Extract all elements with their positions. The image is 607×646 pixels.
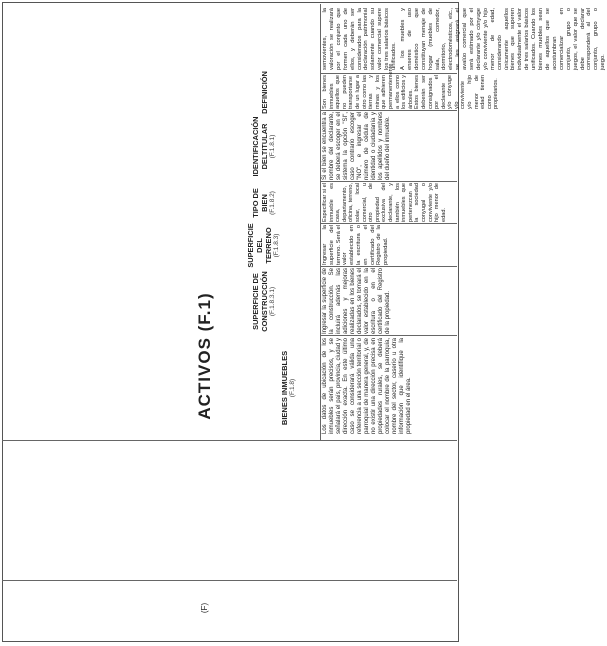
row-desc-superficie-construccion: Ingresar la superficie de la construcción. Se incluirá además las adiciones y mejoras realizadas en los bienes declarados, se tomará el valor establecido en la escritura o en el certificado del Registro de la propiedad.: [322, 268, 391, 334]
row-desc-ubicacion: Los datos de ubicación de los inmuebles serán precisos, y se señalará el país, provincia, ciudad y dirección exacta. En este último caso se considerará válida una referencia a una sección territorial o parroquial de manera general, y, de no existir una dirección precisa en propiedades rurales, se deberá colocar el nombre de la parroquia, nombre del sector, caserío u otra información que identifique la propiedad en el área.: [322, 338, 412, 434]
row-label-superficie-terreno: SUPERFICIE DEL TERRENO (F.1.8.3): [246, 223, 281, 268]
section-letter: (F): [200, 602, 209, 614]
group-label-text: BIENES INMUEBLES: [280, 350, 289, 426]
row-desc-top: semovientes, la valoración se realizará por el conjunto que formen cada uno de ellos, y deberán ser considerados para la declaración patrimonial solamente cuando su valor comercial supere los tres salarios básicos unificados. A los muebles y enseres de uso doméstico que constituyan menaje de hogar (muebles de sala, comedor, dormitorio, electrodomésticos, etc., se les asignará el avalúo comercial que será estimado por el declarante y/o cónyuge y/o conviviente y/o hijo menor de edad, considerando únicamente aquellos bienes que superen individualmente el valor de tres salarios básicos unificados. Cuando los bienes muebles sean de aquellos que se acostumbran comercializar en conjunto, grupo o juegos, el valor que se debe declarar corresponderá al del conjunto, grupo o juego.: [322, 8, 607, 70]
row-label-identificacion: IDENTIFICACIÓN DELTITULAR (F.1.8.1): [250, 116, 276, 177]
row-label-definicion: DEFINICIÓN: [259, 71, 269, 114]
page-title: ACTIVOS (F.1): [195, 292, 214, 420]
row-desc-definicion: Son bienes inmuebles aquellos que no pueden transportarse de un lugar a otro como las tierras y minas y los que adhieren permanentemente a ellos como los edificios y árboles. Estos bienes deberán ser consignados por el declarante y/o cónyuge y/o conviviente y/o hijo menor de edad tienen como propietarios.: [322, 63, 500, 109]
row-label-tipo-bien: TIPO DE BIEN (F.1.8.2): [250, 188, 276, 218]
row-desc-tipo-bien: Especificar si el inmueble es casa, departamento, oficina, terreno, solar, local comercial, u otro de propiedad exclusiva del declarante, y también los inmuebles que pertenezcan a la sociedad conyugal o conviviente y/o hijo menor de edad.: [322, 183, 447, 222]
row-desc-superficie-terreno: Ingresar la superficie del terreno. Será el valor establecido en la escritura o en el certificado del Registro de la propiedad.: [322, 225, 390, 265]
row-desc-forma-adquisicion: [322, 583, 456, 638]
group-label-code: (F.1.8): [289, 378, 296, 398]
row-desc-identificacion: Si el bien se encuentra a nombre del declarante, se deberá escoger en el sistema la opción "SI", caso contrario escoger "NO", e ingresar el número de cédula de identidad o ciudadanía y los apellidos y nombres del dueño del inmueble.: [322, 112, 391, 180]
row-label-superficie-construccion: SUPERFICIE DE CONSTRUCCIÓN (F.1.8.3.1): [250, 271, 276, 332]
